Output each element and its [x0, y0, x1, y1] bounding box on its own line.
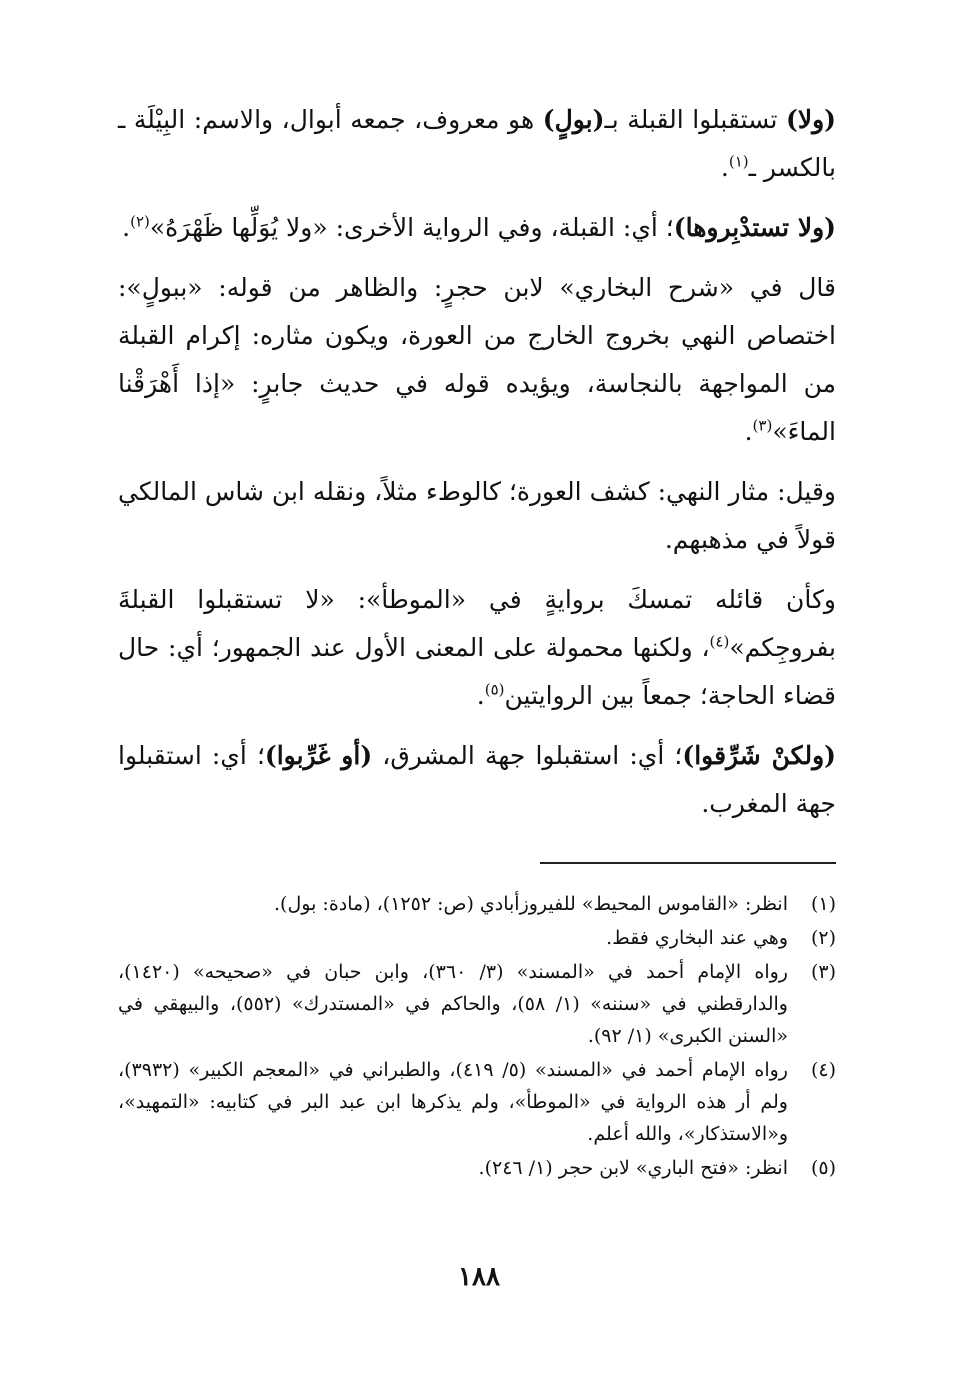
footnote-ref[interactable]: (٢) — [130, 212, 150, 231]
paragraph-3 — [118, 264, 836, 456]
paragraph-2 — [118, 204, 836, 252]
footnote-text: وهي عند البخاري فقط. — [606, 927, 788, 949]
text-span: هو معروف، جمعه أبوال، والاسم: البِيْلَة ـ بالكسر ـ — [118, 105, 836, 182]
bold-term: (ولا) — [786, 105, 837, 134]
footnote-text: انظر: «فتح الباري» لابن حجر (١/ ٢٤٦). — [478, 1157, 788, 1179]
footnote-text: رواه الإمام أحمد في «المسند» (٥/ ٤١٩)، والطبراني في «المعجم الكبير» (٣٩٣٢)، ولم أر هذه الرواية في «الموطأ»، ولم يذكرها ابن عبد البر في كتابيه: «التمهيد»، و«الاستذكار»، والله أعلم. — [118, 1059, 788, 1145]
text-span: وكأن قائله تمسكَ بروايةٍ في «الموطأ»: «لا تستقبلوا القبلةَ بفروجِكم» — [118, 585, 836, 662]
page-number: ١٨٨ — [458, 1262, 500, 1292]
text-span: ؛ أي: القبلة، وفي الرواية الأخرى: «ولا يُوَلِّها ظَهْرَهُ» — [149, 213, 674, 242]
footnote-1 — [118, 888, 836, 920]
text-span: ؛ أي: استقبلوا جهة المغرب. — [118, 741, 836, 818]
footnote-text: رواه الإمام أحمد في «المسند» (٣/ ٣٦٠)، وابن حبان في «صحيحه» (١٤٢٠)، والدارقطني في «سننه» (١/ ٥٨)، والحاكم في «المستدرك» (٥٥٢)، والبيهقي في «السنن الكبرى» (١/ ٩٢). — [118, 961, 788, 1047]
footnote-number: (٥) — [810, 1157, 836, 1179]
bold-term: (ولكنْ شَرِّقوا) — [682, 741, 836, 770]
footnotes — [118, 888, 836, 1186]
footnote-text: انظر: «القاموس المحيط» للفيروزأبادي (ص: ١٢٥٢)، (مادة: بول). — [274, 893, 788, 915]
paragraph-5 — [118, 576, 836, 720]
footnote-ref[interactable]: (٥) — [484, 680, 505, 699]
text-span: قال في «شرح البخاري» لابن حجرٍ: والظاهر من قوله: «ببولٍ»: اختصاص النهي بخروج الخارج من العورة، ويكون مثاره: إكرام القبلة من المواجهة بالنجاسة، ويؤيده قوله في حديث جابرٍ: «إذا أَهْرَقْنا الماءَ» — [118, 273, 836, 446]
footnote-number: (٣) — [810, 961, 836, 983]
bold-term: (بولٍ) — [542, 105, 605, 134]
paragraph-4 — [118, 468, 836, 564]
footnote-2 — [118, 922, 836, 954]
text-span: ؛ أي: استقبلوا جهة المشرق، — [372, 741, 683, 770]
footnote-divider — [540, 862, 836, 864]
bold-term: (ولا تستدْبِروها) — [673, 213, 836, 242]
text-span: ، ولكنها محمولة على المعنى الأول عند الجمهور؛ أي: حال قضاء الحاجة؛ جمعاً بين الروايتين — [118, 633, 836, 710]
text-span: . — [476, 681, 485, 710]
text-span: . — [122, 213, 131, 242]
main-text — [118, 96, 836, 840]
bold-term: (أو غَرِّبوا) — [264, 741, 373, 770]
text-span: . — [720, 153, 729, 182]
footnote-5 — [118, 1152, 836, 1184]
footnote-ref[interactable]: (٣) — [752, 416, 773, 435]
paragraph-6 — [118, 732, 836, 828]
footnote-4 — [118, 1054, 836, 1150]
footnote-number: (٤) — [810, 1059, 836, 1081]
footnote-ref[interactable]: (١) — [728, 152, 749, 171]
text-span: وقيل: مثار النهي: كشف العورة؛ كالوطء مثلاً، ونقله ابن شاس المالكي قولاً في مذهبهم. — [118, 477, 836, 554]
footnote-ref[interactable]: (٤) — [709, 632, 730, 651]
text-span: تستقبلوا القبلة بـ — [604, 105, 787, 134]
text-span: . — [744, 417, 753, 446]
footnote-number: (٢) — [810, 927, 836, 949]
footnote-3 — [118, 956, 836, 1052]
footnote-number: (١) — [810, 893, 836, 915]
paragraph-1 — [118, 96, 836, 192]
